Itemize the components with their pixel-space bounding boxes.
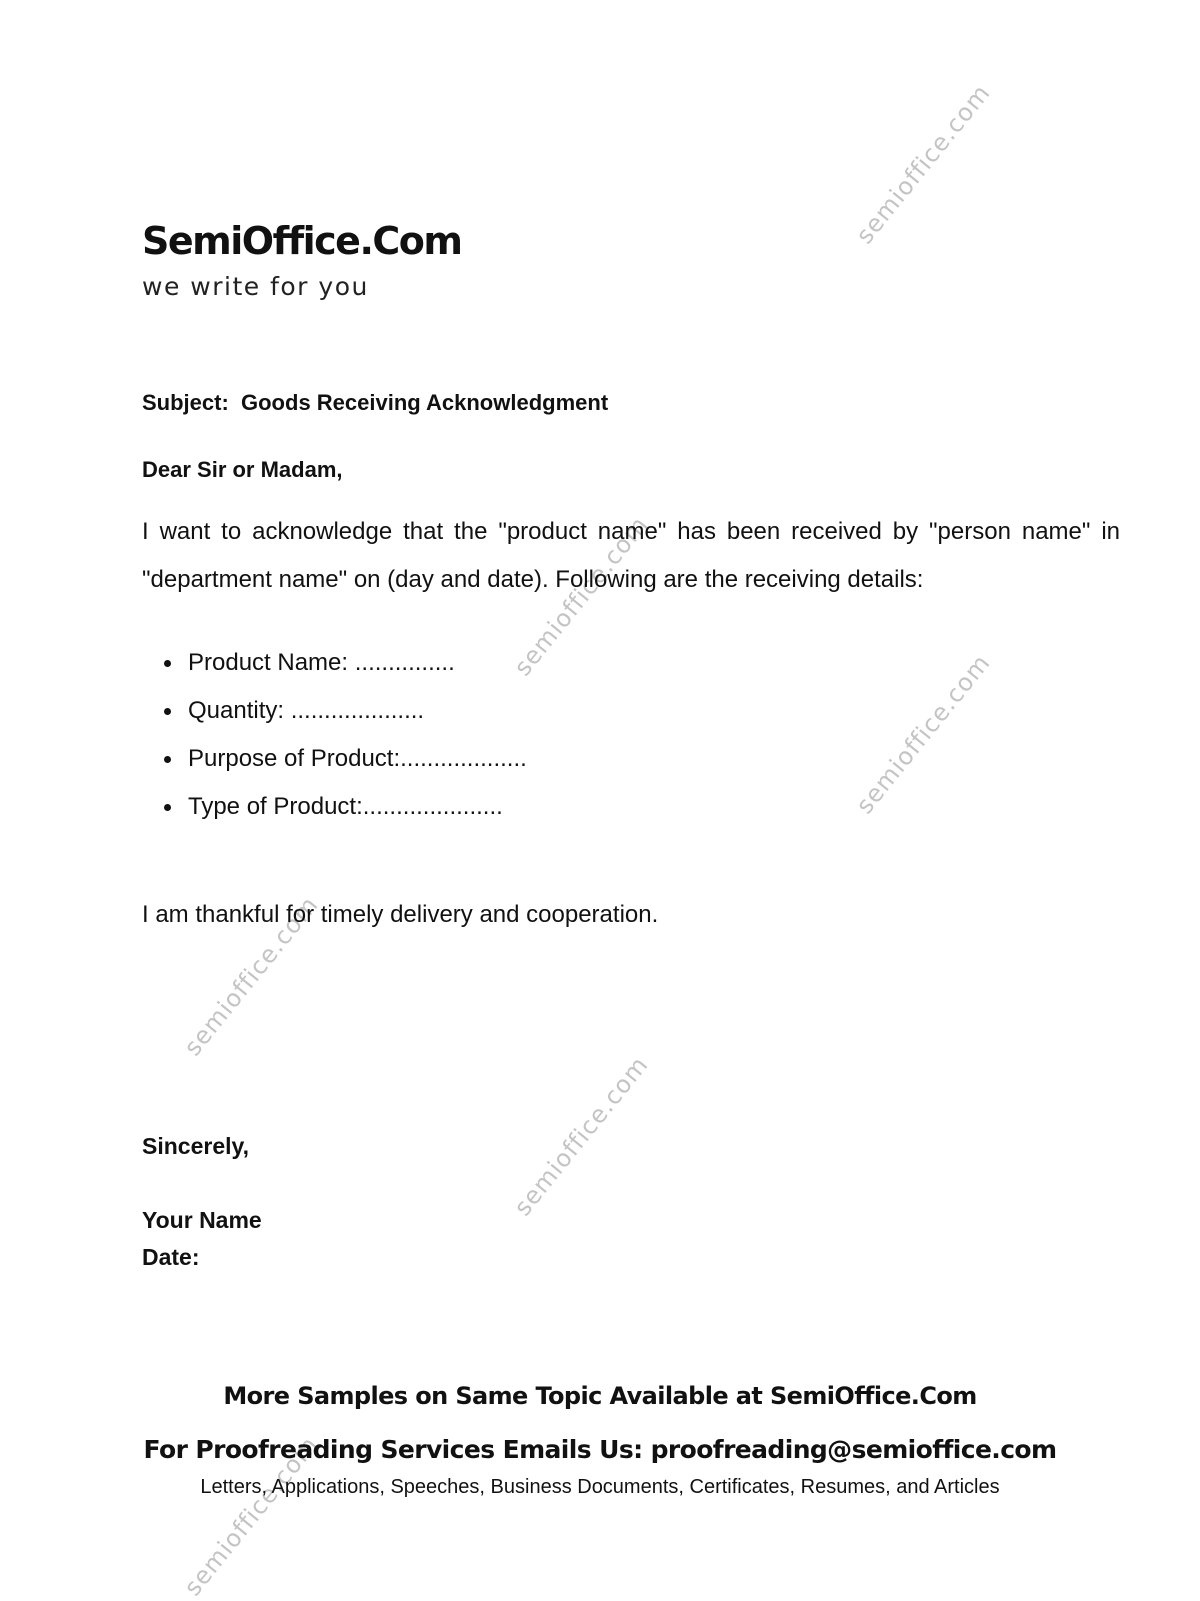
- letter-closing-text: I am thankful for timely delivery and cooperation.: [142, 901, 659, 928]
- letter-salutation: Dear Sir or Madam,: [142, 457, 343, 482]
- watermark: semioffice.com: [850, 78, 996, 250]
- signature-date: Date:: [142, 1244, 200, 1270]
- watermark: semioffice.com: [508, 510, 654, 682]
- bullet-icon: [164, 660, 171, 667]
- bullet-icon: [164, 756, 171, 763]
- watermark: semioffice.com: [178, 1430, 324, 1601]
- watermark: semioffice.com: [508, 1050, 654, 1222]
- footer-categories: Letters, Applications, Speeches, Business Documents, Certificates, Resumes, and Articles: [200, 1476, 1000, 1498]
- detail-product-name: Product Name: ...............: [188, 649, 455, 676]
- brand-title: SemiOffice.Com: [142, 219, 462, 263]
- bullet-icon: [164, 804, 171, 811]
- list-item: [142, 696, 527, 744]
- detail-type: Type of Product:.....................: [188, 793, 503, 820]
- footer-more-samples: More Samples on Same Topic Available at SemiOffice.Com: [223, 1382, 977, 1410]
- letter-body: I want to acknowledge that the "product name" has been received by "person name" in "department name" on (day and date). Following are the receiving details:: [142, 518, 1120, 593]
- watermark: semioffice.com: [178, 890, 324, 1062]
- brand-tagline: we write for you: [142, 272, 369, 301]
- list-item: [142, 648, 527, 696]
- receiving-details-list: [142, 648, 527, 840]
- bullet-icon: [164, 708, 171, 715]
- list-item: [142, 792, 527, 840]
- detail-quantity: Quantity: ....................: [188, 697, 425, 724]
- footer-proofreading: For Proofreading Services Emails Us: proofreading@semioffice.com: [143, 1435, 1057, 1464]
- list-item: [142, 744, 527, 792]
- signature-name: Your Name: [142, 1207, 262, 1233]
- watermark: semioffice.com: [850, 648, 996, 820]
- detail-purpose: Purpose of Product:...................: [188, 745, 527, 772]
- letter-sign-off: Sincerely,: [142, 1133, 249, 1159]
- letter-subject: Subject: Goods Receiving Acknowledgment: [142, 390, 609, 415]
